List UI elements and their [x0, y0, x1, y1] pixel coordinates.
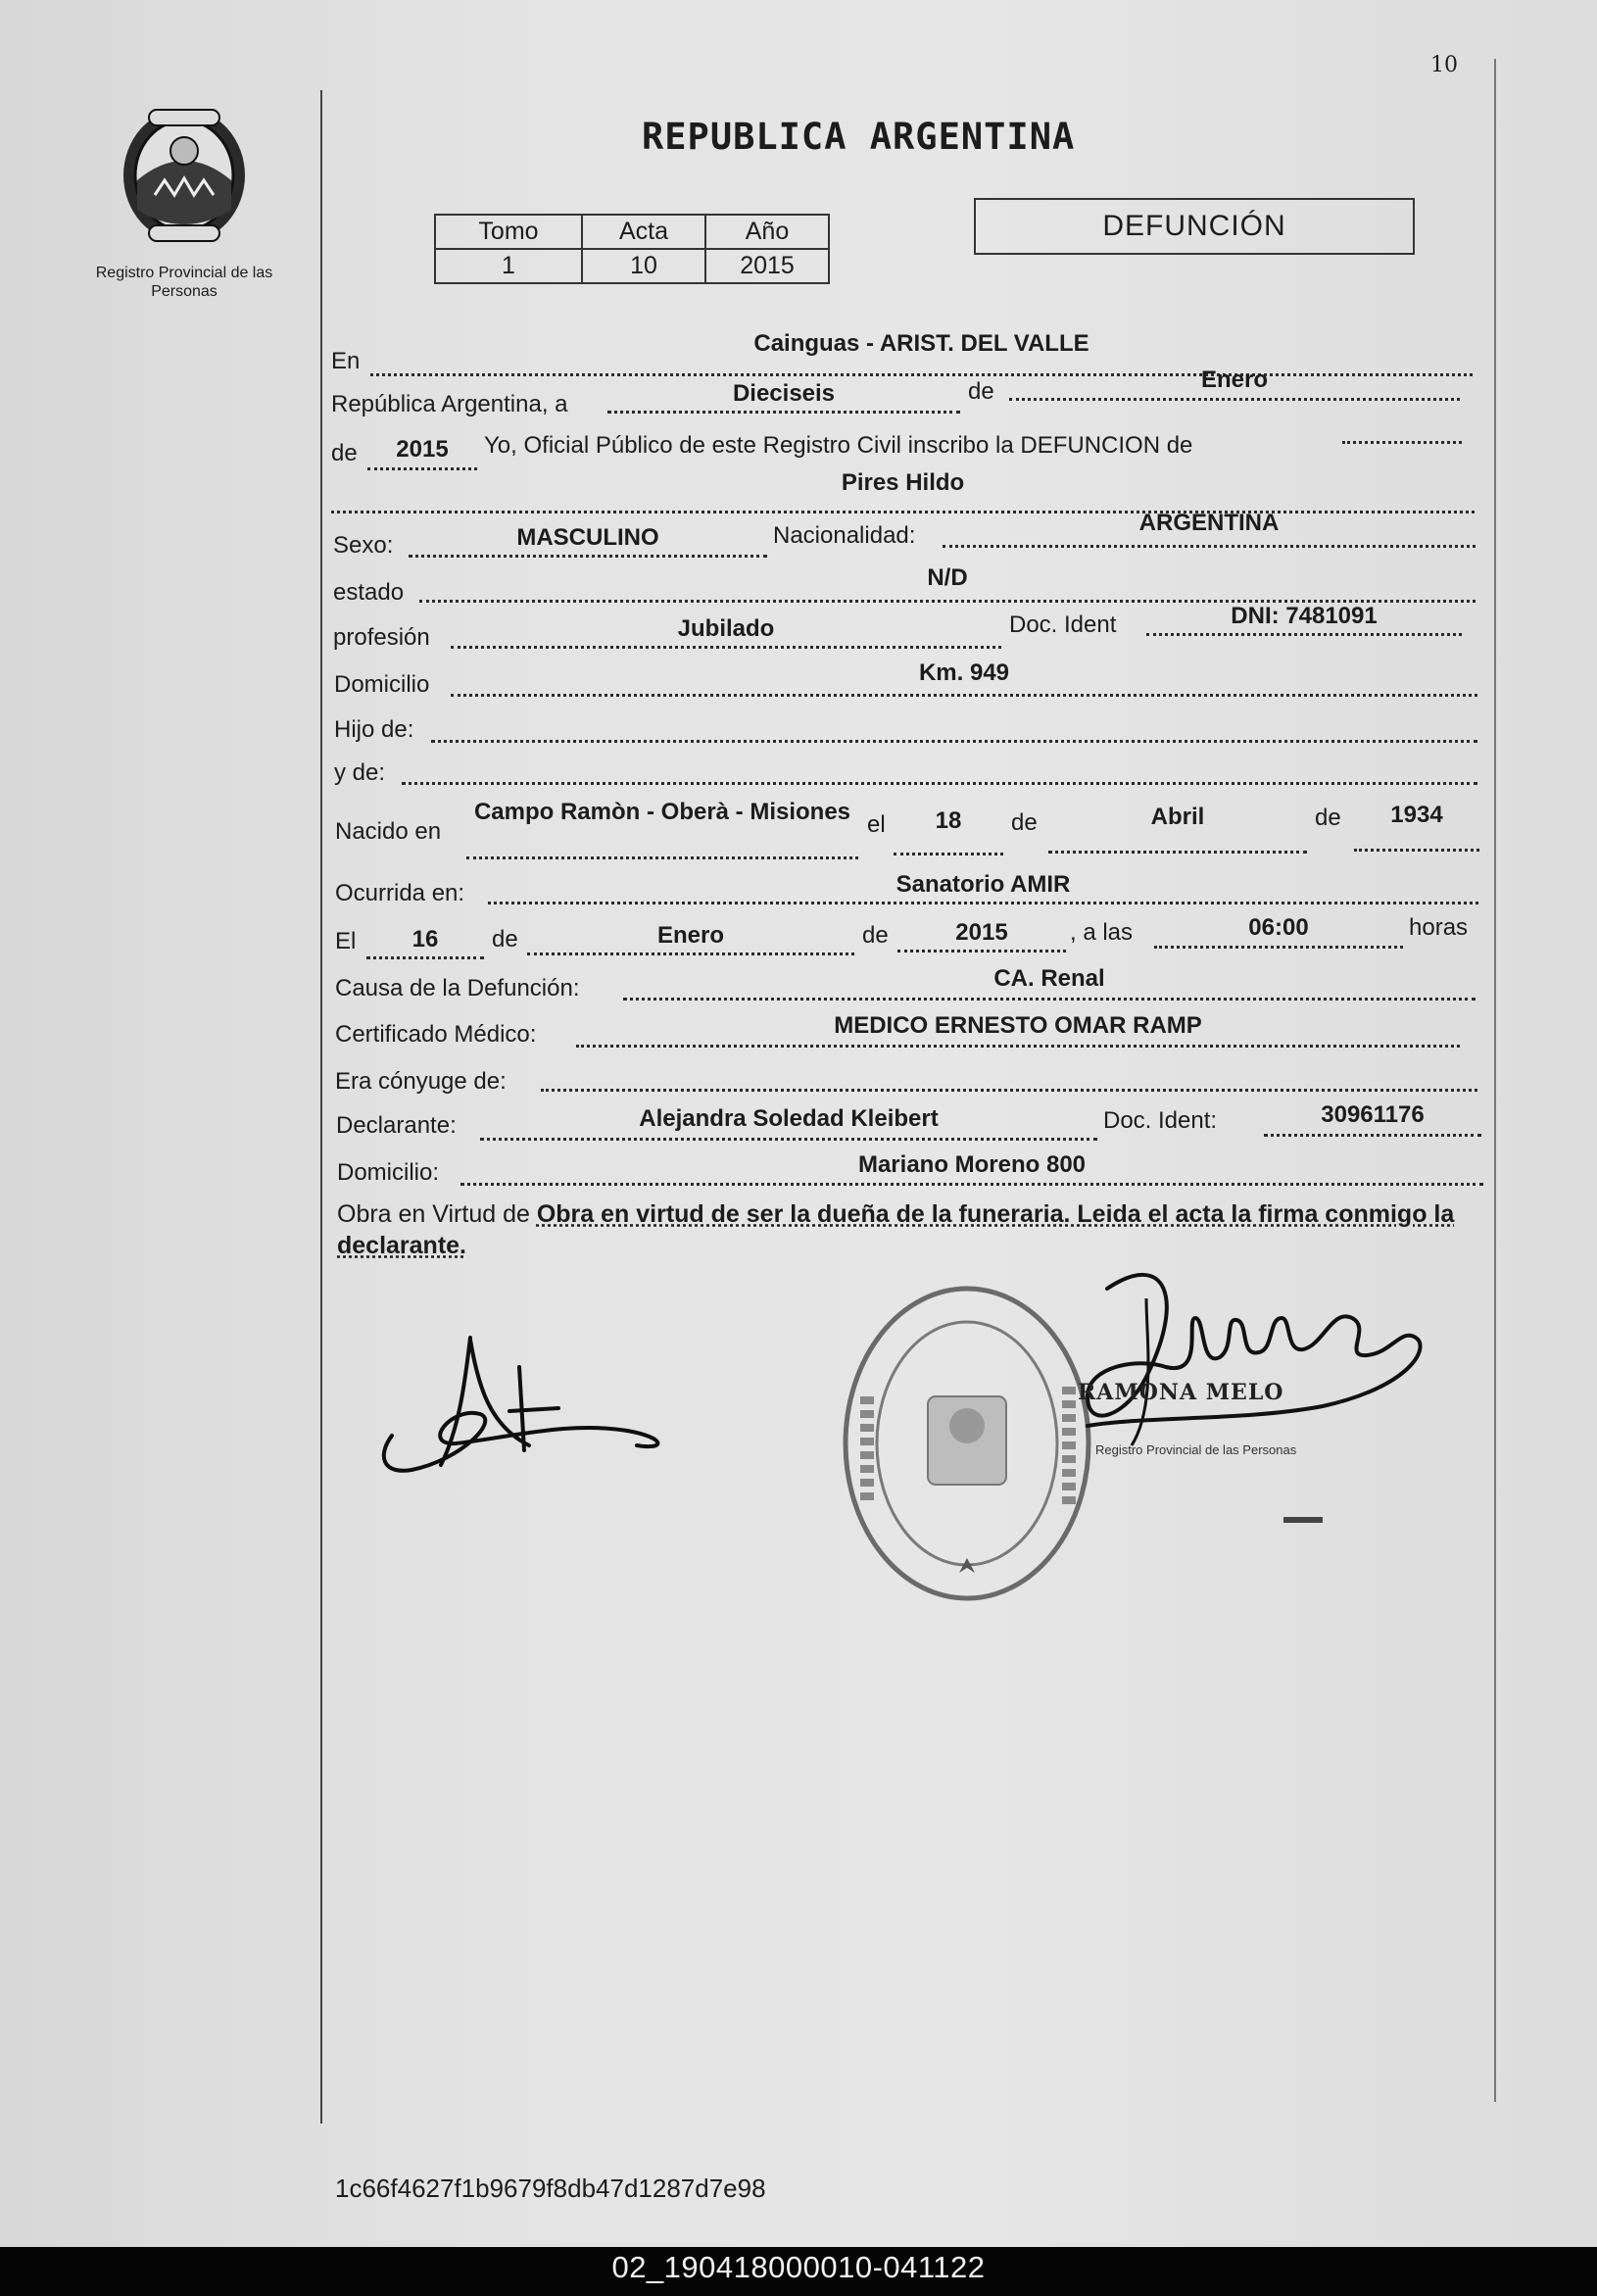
field-line — [1048, 851, 1307, 854]
misiones-emblem — [116, 102, 253, 249]
field-line — [1154, 946, 1403, 949]
obra-text — [337, 1198, 1485, 1261]
label-de: de — [968, 378, 994, 405]
value-mes-inscripcion: Enero — [1200, 366, 1268, 393]
value-nacido-dia: 18 — [935, 807, 962, 834]
header-tomo: Tomo — [435, 215, 582, 249]
field-line — [480, 1138, 1097, 1141]
value-certificado: MEDICO ERNESTO OMAR RAMP — [834, 1012, 1202, 1039]
label-ocurrida-en: Ocurrida en: — [335, 880, 465, 906]
label-de: de — [492, 926, 518, 953]
label-republica: República Argentina, a — [331, 391, 568, 417]
field-line — [607, 411, 960, 414]
value-fallec-mes: Enero — [656, 922, 724, 949]
page-number: 10 — [1430, 53, 1458, 77]
value-doc-ident: DNI: 7481091 — [1231, 603, 1378, 629]
record-table — [434, 214, 830, 284]
field-line — [451, 646, 1001, 649]
field-line — [1146, 633, 1462, 636]
value-dia-inscripcion: Dieciseis — [732, 380, 836, 407]
value-anio: 2015 — [705, 249, 829, 283]
label-de: de — [1315, 805, 1341, 831]
value-profesion: Jubilado — [677, 615, 775, 642]
field-line — [1354, 849, 1479, 852]
value-nombre: Pires Hildo — [841, 469, 965, 496]
field-line — [451, 694, 1477, 697]
label-nacido-en: Nacido en — [335, 818, 442, 845]
field-line — [460, 1183, 1483, 1186]
label-de: de — [862, 922, 889, 949]
field-line — [894, 853, 1003, 855]
value-nacido-mes: Abril — [1150, 804, 1205, 830]
field-line — [527, 953, 854, 955]
label-nacionalidad: Nacionalidad: — [773, 522, 916, 549]
value-lugar: Cainguas - ARIST. DEL VALLE — [753, 330, 1089, 357]
label-a-las: , a las — [1070, 919, 1134, 946]
field-line — [409, 555, 767, 558]
value-nacionalidad: ARGENTINA — [1138, 510, 1280, 536]
stamp-name: RAMONA MELO — [1078, 1380, 1284, 1405]
label-sexo: Sexo: — [333, 532, 394, 559]
label-conyuge: Era cónyuge de: — [335, 1068, 507, 1095]
value-nacido-anio: 1934 — [1390, 802, 1443, 828]
label-domicilio: Domicilio — [334, 671, 430, 698]
label-el-cap: El — [335, 928, 357, 954]
value-fallec-dia: 16 — [411, 926, 439, 953]
label-hijo-de: Hijo de: — [334, 716, 414, 743]
value-domicilio: Km. 949 — [918, 659, 1010, 686]
left-margin-line — [320, 90, 322, 2124]
value-fallec-anio: 2015 — [955, 919, 1008, 946]
label-horas: horas — [1409, 914, 1469, 941]
value-tomo: 1 — [435, 249, 582, 283]
label-domicilio-declarante: Domicilio: — [337, 1159, 440, 1186]
footer-filename: 02_190418000010-041122 — [611, 2250, 986, 2284]
label-estado: estado — [333, 579, 405, 606]
value-acta: 10 — [582, 249, 705, 283]
field-line — [1342, 441, 1462, 444]
label-declarante: Declarante: — [336, 1112, 457, 1139]
label-de: de — [331, 440, 358, 466]
value-estado: N/D — [927, 564, 968, 591]
field-line — [943, 545, 1476, 548]
page-title: REPUBLICA ARGENTINA — [642, 116, 1076, 158]
label-obra: Obra en Virtud de — [337, 1200, 530, 1228]
value-obra: Obra en virtud de ser la dueña de la funeraria. Leida el acta la firma conmigo la declarante. — [337, 1200, 1455, 1259]
value-sexo: MASCULINO — [516, 524, 659, 551]
header-acta: Acta — [582, 215, 705, 249]
value-causa: CA. Renal — [993, 965, 1105, 992]
value-hora: 06:00 — [1248, 914, 1309, 941]
label-profesion: profesión — [333, 624, 430, 651]
label-yo: Yo, Oficial Público de este Registro Civil inscribo la DEFUNCION de — [484, 432, 1193, 459]
document-type-box: DEFUNCIÓN — [974, 198, 1415, 255]
field-line — [897, 950, 1066, 953]
label-certificado: Certificado Médico: — [335, 1021, 537, 1048]
registrar-signature — [1029, 1259, 1440, 1465]
field-line — [488, 902, 1478, 904]
field-line — [541, 1089, 1477, 1092]
right-margin-line — [1494, 59, 1496, 2102]
label-y-de: y de: — [334, 759, 386, 786]
label-de: de — [1011, 809, 1038, 836]
label-doc-ident: Doc. Ident — [1009, 611, 1117, 638]
field-line — [623, 998, 1476, 1001]
emblem-caption: Registro Provincial de las Personas — [95, 265, 273, 300]
label-doc-ident-declarante: Doc. Ident: — [1103, 1107, 1218, 1134]
value-declarante: Alejandra Soledad Kleibert — [639, 1105, 939, 1132]
value-anio-inscripcion: 2015 — [396, 436, 449, 463]
field-line — [1264, 1134, 1481, 1137]
label-el: el — [867, 811, 886, 838]
field-line — [576, 1045, 1460, 1048]
stamp-mark — [1283, 1517, 1323, 1523]
header-anio: Año — [705, 215, 829, 249]
field-line — [431, 740, 1477, 743]
label-causa: Causa de la Defunción: — [335, 975, 580, 1001]
label-en: En — [331, 348, 361, 374]
field-line — [1009, 398, 1460, 401]
field-line — [402, 782, 1477, 785]
document-hash: 1c66f4627f1b9679f8db47d1287d7e98 — [335, 2174, 766, 2203]
value-ocurrida-en: Sanatorio AMIR — [895, 871, 1071, 898]
field-line — [466, 856, 858, 859]
field-line — [366, 956, 484, 959]
value-declarante-domicilio: Mariano Moreno 800 — [857, 1151, 1087, 1178]
value-declarante-doc: 30961176 — [1321, 1101, 1425, 1128]
value-nacido-en: Campo Ramòn - Oberà - Misiones — [473, 799, 851, 825]
declarant-signature — [372, 1328, 676, 1485]
stamp-subtitle: Registro Provincial de las Personas — [1095, 1442, 1297, 1457]
